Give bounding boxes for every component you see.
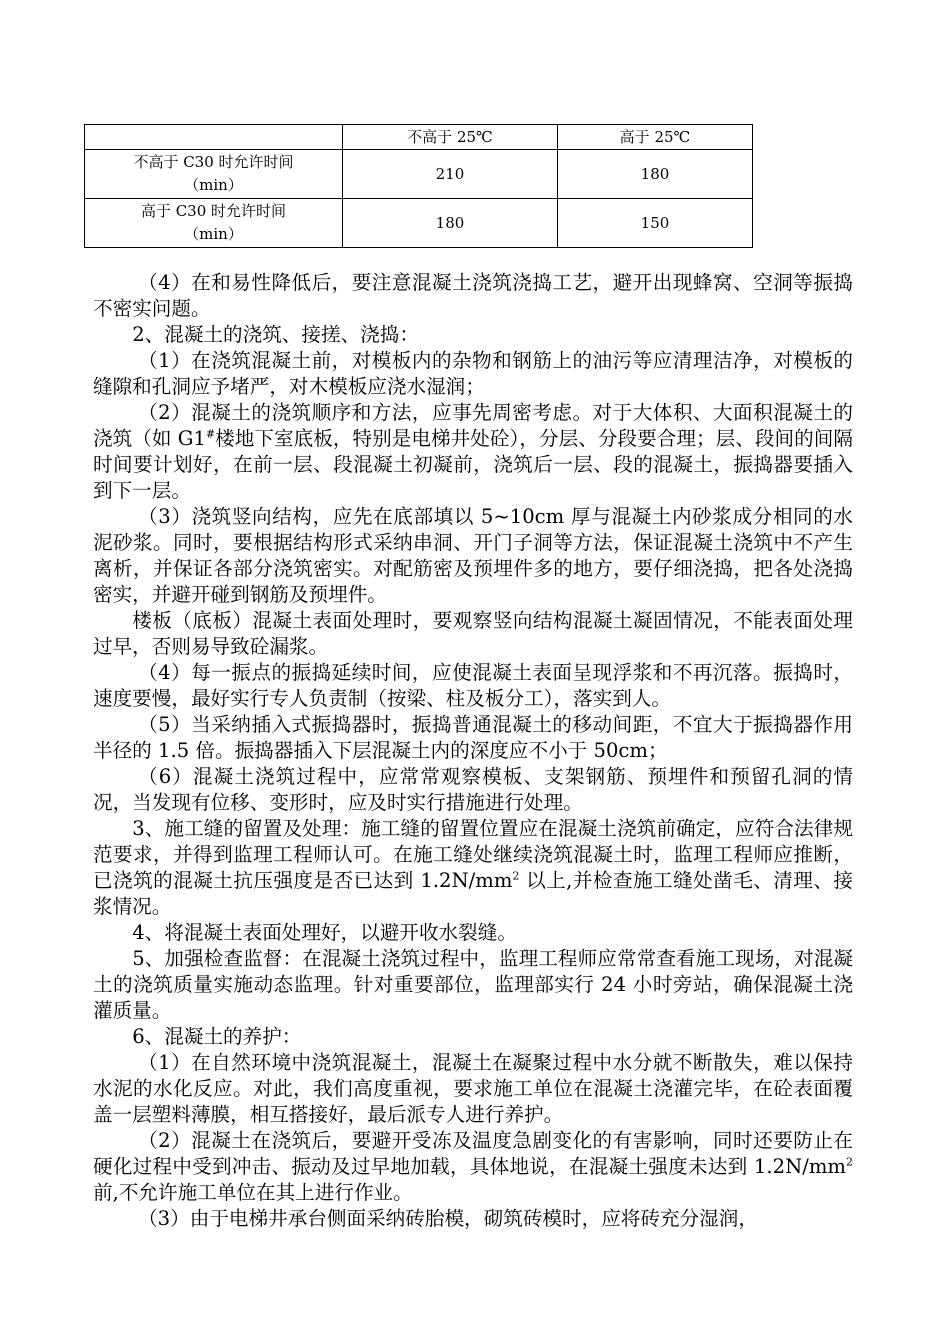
- paragraph: （4）在和易性降低后，要注意混凝土浇筑浇捣工艺，避开出现蜂窝、空洞等振捣不密实问题。: [93, 271, 853, 320]
- row-label-unit: （min）: [184, 225, 243, 243]
- table-cell-value: 210: [343, 150, 558, 199]
- table-row: [85, 199, 753, 248]
- table-cell-value: 180: [343, 199, 558, 248]
- paragraph: （1）在浇筑混凝土前，对模板内的杂物和钢筋上的油污等应清理洁净，对模板的缝隙和孔洞应予堵严，对木模板应浇水湿润；: [93, 349, 853, 398]
- paragraph: 楼板（底板）混凝土表面处理时，要观察竖向结构混凝土凝固情况，不能表面处理过早，否则易导致砼漏浆。: [93, 609, 853, 658]
- paragraph: [93, 1128, 853, 1206]
- paragraph-text: （2）混凝土在浇筑后，要避开受冻及温度急剧变化的有害影响，同时还要防止在硬化过程中受到冲击、振动及过早地加载，具体地说，在混凝土强度未达到 1.2N/mm: [93, 1129, 853, 1178]
- section-heading: 4、将混凝土表面处理好，以避开收水裂缝。: [132, 921, 517, 944]
- paragraph: （4）每一振点的振捣延续时间，应使混凝土表面呈现浮浆和不再沉落。振捣时，速度要慢，最好实行专人负责制（按梁、柱及板分工），落实到人。: [93, 661, 853, 710]
- superscript: #: [205, 427, 216, 441]
- row-label-line1: 不高于 C30 时允许时间: [133, 153, 294, 171]
- body-text: [93, 270, 853, 1232]
- table-row: [85, 150, 753, 199]
- superscript: 2: [512, 869, 520, 883]
- paragraph: [93, 400, 853, 504]
- table-cell-value: 180: [558, 150, 753, 199]
- table-header-not-above-25c: 不高于 25℃: [343, 125, 558, 150]
- paragraph-text: （2）混凝土的浇筑顺序和方法，应事先周密考虑。对于大体积、大面积混凝土的浇筑（如 G1: [93, 401, 853, 450]
- paragraph: （3）浇筑竖向结构，应先在底部填以 5~10cm 厚与混凝土内砂浆成分相同的水泥砂浆。同时，要根据结构形式采纳串洞、开门子洞等方法，保证混凝土浇筑中不产生离析，并保证各部分浇筑密实。对配筋密及预埋件多的地方，要仔细浇捣，把各处浇捣密实，并避开碰到钢筋及预埋件。: [93, 505, 853, 606]
- paragraph: （1）在自然环境中浇筑混凝土，混凝土在凝聚过程中水分就不断散失，难以保持水泥的水化反应。对此，我们高度重视，要求施工单位在混凝土浇灌完毕，在砼表面覆盖一层塑料薄膜，相互搭接好，最后派专人进行养护。: [93, 1051, 853, 1126]
- row-label-unit: （min）: [184, 176, 243, 194]
- table-header-above-25c: 高于 25℃: [558, 125, 753, 150]
- table-cell-value: 150: [558, 199, 753, 248]
- table-header-empty: [85, 125, 343, 150]
- section-heading: 5、加强检查监督：在混凝土浇筑过程中，监理工程师应常常查看施工现场，对混凝土的浇筑质量实施动态监理。针对重要部位，监理部实行 24 小时旁站，确保混凝土浇灌质量。: [93, 947, 853, 1022]
- table-row-label: [85, 199, 343, 248]
- paragraph-text: 楼地下室底板，特别是电梯井处砼），分层、分段要合理；层、段间的间隔时间要计划好，在前一层、段混凝土初凝前，浇筑后一层、段的混凝土，振捣器要插入到下一层。: [93, 427, 853, 502]
- section-heading: [93, 816, 853, 920]
- paragraph: （3）由于电梯井承台侧面采纳砖胎模，砌筑砖模时，应将砖充分湿润，: [138, 1207, 758, 1230]
- paragraph-text: 前,不允许施工单位在其上进行作业。: [93, 1181, 413, 1204]
- table-row-label: [85, 150, 343, 199]
- table-header-row: [85, 125, 753, 150]
- paragraph: （6）混凝土浇筑过程中，应常常观察模板、支架钢筋、预埋件和预留孔洞的情况，当发现有位移、变形时，应及时实行措施进行处理。: [93, 765, 853, 814]
- section-heading: 2、混凝土的浇筑、接搓、浇捣：: [132, 323, 419, 346]
- paragraph-text: 3、施工缝的留置及处理：施工缝的留置位置应在混凝土浇筑前确定，应符合法律规范要求，并得到监理工程师认可。在施工缝处继续浇筑混凝土时，监理工程师应推断，已浇筑的混凝土抗压强度是否已达到 1.2N/mm: [93, 817, 853, 892]
- paragraph: （5）当采纳插入式振捣器时，振捣普通混凝土的移动间距，不宜大于振捣器作用半径的 1.5 倍。振捣器插入下层混凝土内的深度应不小于 50cm；: [93, 713, 853, 762]
- row-label-line1: 高于 C30 时允许时间: [140, 202, 287, 220]
- paragraph-text: 以上,并检查施工缝处凿毛、清理、接浆情况。: [93, 869, 853, 918]
- section-heading: 6、混凝土的养护：: [132, 1025, 302, 1048]
- allowed-time-table: [84, 124, 753, 248]
- superscript: 2: [846, 1155, 853, 1169]
